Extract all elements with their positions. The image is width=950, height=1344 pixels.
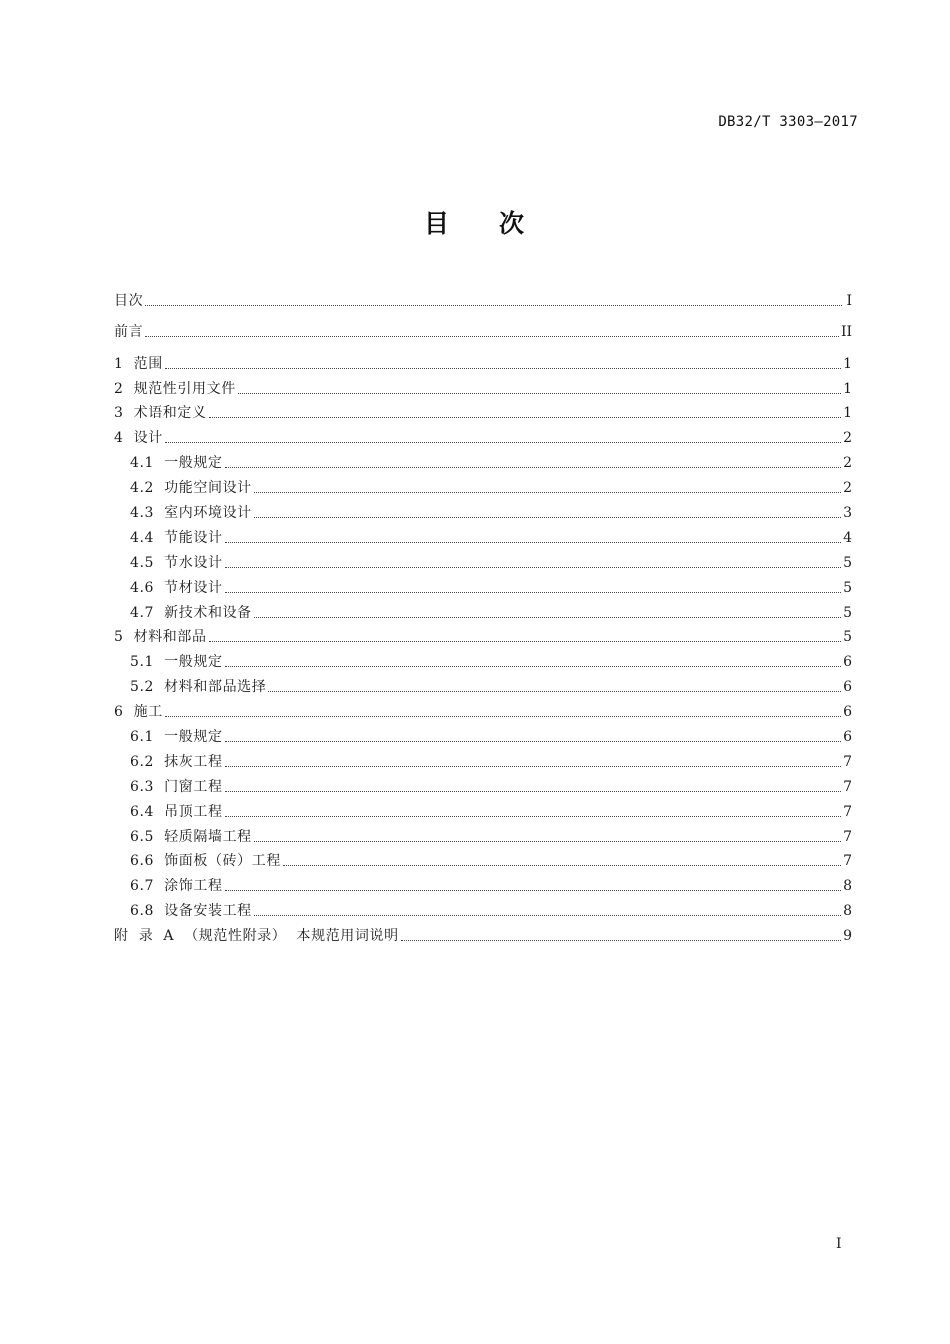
toc-entry-page: 4 [843, 529, 852, 546]
toc-entry[interactable] [114, 285, 852, 310]
toc-entry-label: 6.8 设备安装工程 [130, 903, 252, 920]
toc-entry[interactable] [114, 547, 852, 572]
toc-entry-label: 4.4 节能设计 [130, 529, 223, 546]
toc-entry[interactable] [114, 721, 852, 746]
toc-leader-dots [254, 841, 841, 842]
toc-leader-dots [254, 492, 841, 493]
toc-entry-page: 2 [843, 430, 852, 447]
toc-leader-dots [225, 666, 842, 667]
toc-leader-dots [209, 641, 841, 642]
toc-entry-page: 6 [843, 679, 852, 696]
page-title [0, 204, 950, 240]
toc-entry-label: 6.5 轻质隔墙工程 [130, 828, 252, 845]
toc-entry-page: 7 [843, 753, 852, 770]
toc-entry-label: 3 术语和定义 [114, 405, 207, 422]
toc-entry-page: 8 [843, 878, 852, 895]
toc-entry-label: 6.3 门窗工程 [130, 778, 223, 795]
toc-leader-dots [145, 305, 842, 306]
toc-entry-label: 附 录 A （规范性附录） 本规范用词说明 [114, 928, 399, 945]
page-number: I [836, 1236, 842, 1252]
toc-entry[interactable] [114, 447, 852, 472]
toc-entry[interactable] [114, 572, 852, 597]
toc-leader-dots [165, 442, 841, 443]
toc-entry-page: 3 [843, 505, 852, 522]
toc-entry-page: 5 [843, 604, 852, 621]
toc-entry[interactable] [114, 746, 852, 771]
toc-entry-page: 5 [843, 579, 852, 596]
toc-entry-label: 6.4 吊顶工程 [130, 803, 223, 820]
toc-leader-dots [225, 542, 842, 543]
toc-leader-dots [401, 940, 841, 941]
toc-entry-label: 6.1 一般规定 [130, 729, 223, 746]
toc-entry-page: 1 [843, 355, 852, 372]
toc-entry[interactable] [114, 497, 852, 522]
toc-entry-page: 1 [843, 405, 852, 422]
toc-entry-page: 5 [843, 629, 852, 646]
toc-entry-page: 1 [843, 380, 852, 397]
toc-leader-dots [225, 467, 842, 468]
toc-entry-label: 目次 [114, 292, 144, 309]
toc-entry-page: 7 [843, 828, 852, 845]
toc-entry-label: 6 施工 [114, 704, 163, 721]
toc-entry-label: 前言 [114, 324, 144, 341]
toc-entry[interactable] [114, 895, 852, 920]
toc-entry-page: 9 [843, 928, 852, 945]
toc-entry-label: 6.2 抹灰工程 [130, 753, 223, 770]
toc-entry-label: 4 设计 [114, 430, 163, 447]
toc-leader-dots [254, 915, 841, 916]
toc-entry[interactable] [114, 846, 852, 871]
toc-leader-dots [225, 766, 842, 767]
toc-entry-label: 6.6 饰面板（砖）工程 [130, 853, 281, 870]
toc-entry[interactable] [114, 522, 852, 547]
toc-leader-dots [165, 368, 841, 369]
toc-entry-page: 2 [843, 455, 852, 472]
toc-leader-dots [225, 741, 842, 742]
table-of-contents [114, 285, 852, 945]
toc-entry-label: 1 范围 [114, 355, 163, 372]
page-title-char-1: 目 [423, 209, 451, 238]
toc-entry-page: 2 [843, 480, 852, 497]
toc-entry-page: 6 [843, 729, 852, 746]
toc-entry-label: 5.2 材料和部品选择 [130, 679, 267, 696]
page-title-char-2: 次 [499, 209, 527, 238]
toc-entry-page: 6 [843, 704, 852, 721]
toc-entry-page: 8 [843, 903, 852, 920]
toc-entry-page: 7 [843, 853, 852, 870]
toc-leader-dots [165, 716, 841, 717]
toc-entry-page: II [840, 324, 852, 341]
toc-leader-dots [145, 336, 839, 337]
toc-entry[interactable] [114, 796, 852, 821]
toc-entry-page: 7 [843, 803, 852, 820]
toc-leader-dots [268, 691, 841, 692]
toc-entry-label: 4.3 室内环境设计 [130, 505, 252, 522]
toc-entry-label: 4.6 节材设计 [130, 579, 223, 596]
toc-leader-dots [225, 890, 842, 891]
toc-entry[interactable] [114, 373, 852, 398]
toc-leader-dots [254, 617, 841, 618]
toc-entry-page: 6 [843, 654, 852, 671]
toc-entry[interactable] [114, 696, 852, 721]
toc-entry[interactable] [114, 398, 852, 423]
toc-leader-dots [238, 393, 841, 394]
toc-entry-label: 4.7 新技术和设备 [130, 604, 252, 621]
toc-entry[interactable] [114, 771, 852, 796]
toc-leader-dots [209, 417, 841, 418]
toc-entry[interactable] [114, 646, 852, 671]
toc-entry[interactable] [114, 597, 852, 622]
toc-entry-label: 4.1 一般规定 [130, 455, 223, 472]
toc-entry-label: 6.7 涂饰工程 [130, 878, 223, 895]
toc-entry-page: 5 [843, 554, 852, 571]
toc-entry[interactable] [114, 671, 852, 696]
toc-entry-page: 7 [843, 778, 852, 795]
toc-leader-dots [225, 592, 842, 593]
toc-entry[interactable] [114, 348, 852, 373]
toc-leader-dots [283, 865, 841, 866]
toc-entry[interactable] [114, 821, 852, 846]
toc-entry[interactable] [114, 316, 852, 341]
toc-entry-page: I [846, 292, 852, 309]
toc-entry[interactable] [114, 472, 852, 497]
toc-entry[interactable] [114, 622, 852, 647]
toc-entry-label: 2 规范性引用文件 [114, 380, 236, 397]
toc-entry[interactable] [114, 920, 852, 945]
toc-leader-dots [225, 567, 842, 568]
toc-entry-label: 5.1 一般规定 [130, 654, 223, 671]
toc-leader-dots [254, 517, 841, 518]
toc-entry[interactable] [114, 422, 852, 447]
toc-entry-label: 4.5 节水设计 [130, 554, 223, 571]
toc-entry-label: 5 材料和部品 [114, 629, 207, 646]
toc-entry-label: 4.2 功能空间设计 [130, 480, 252, 497]
toc-leader-dots [225, 816, 842, 817]
document-code: DB32/T 3303—2017 [718, 114, 858, 130]
toc-leader-dots [225, 791, 842, 792]
toc-entry[interactable] [114, 870, 852, 895]
